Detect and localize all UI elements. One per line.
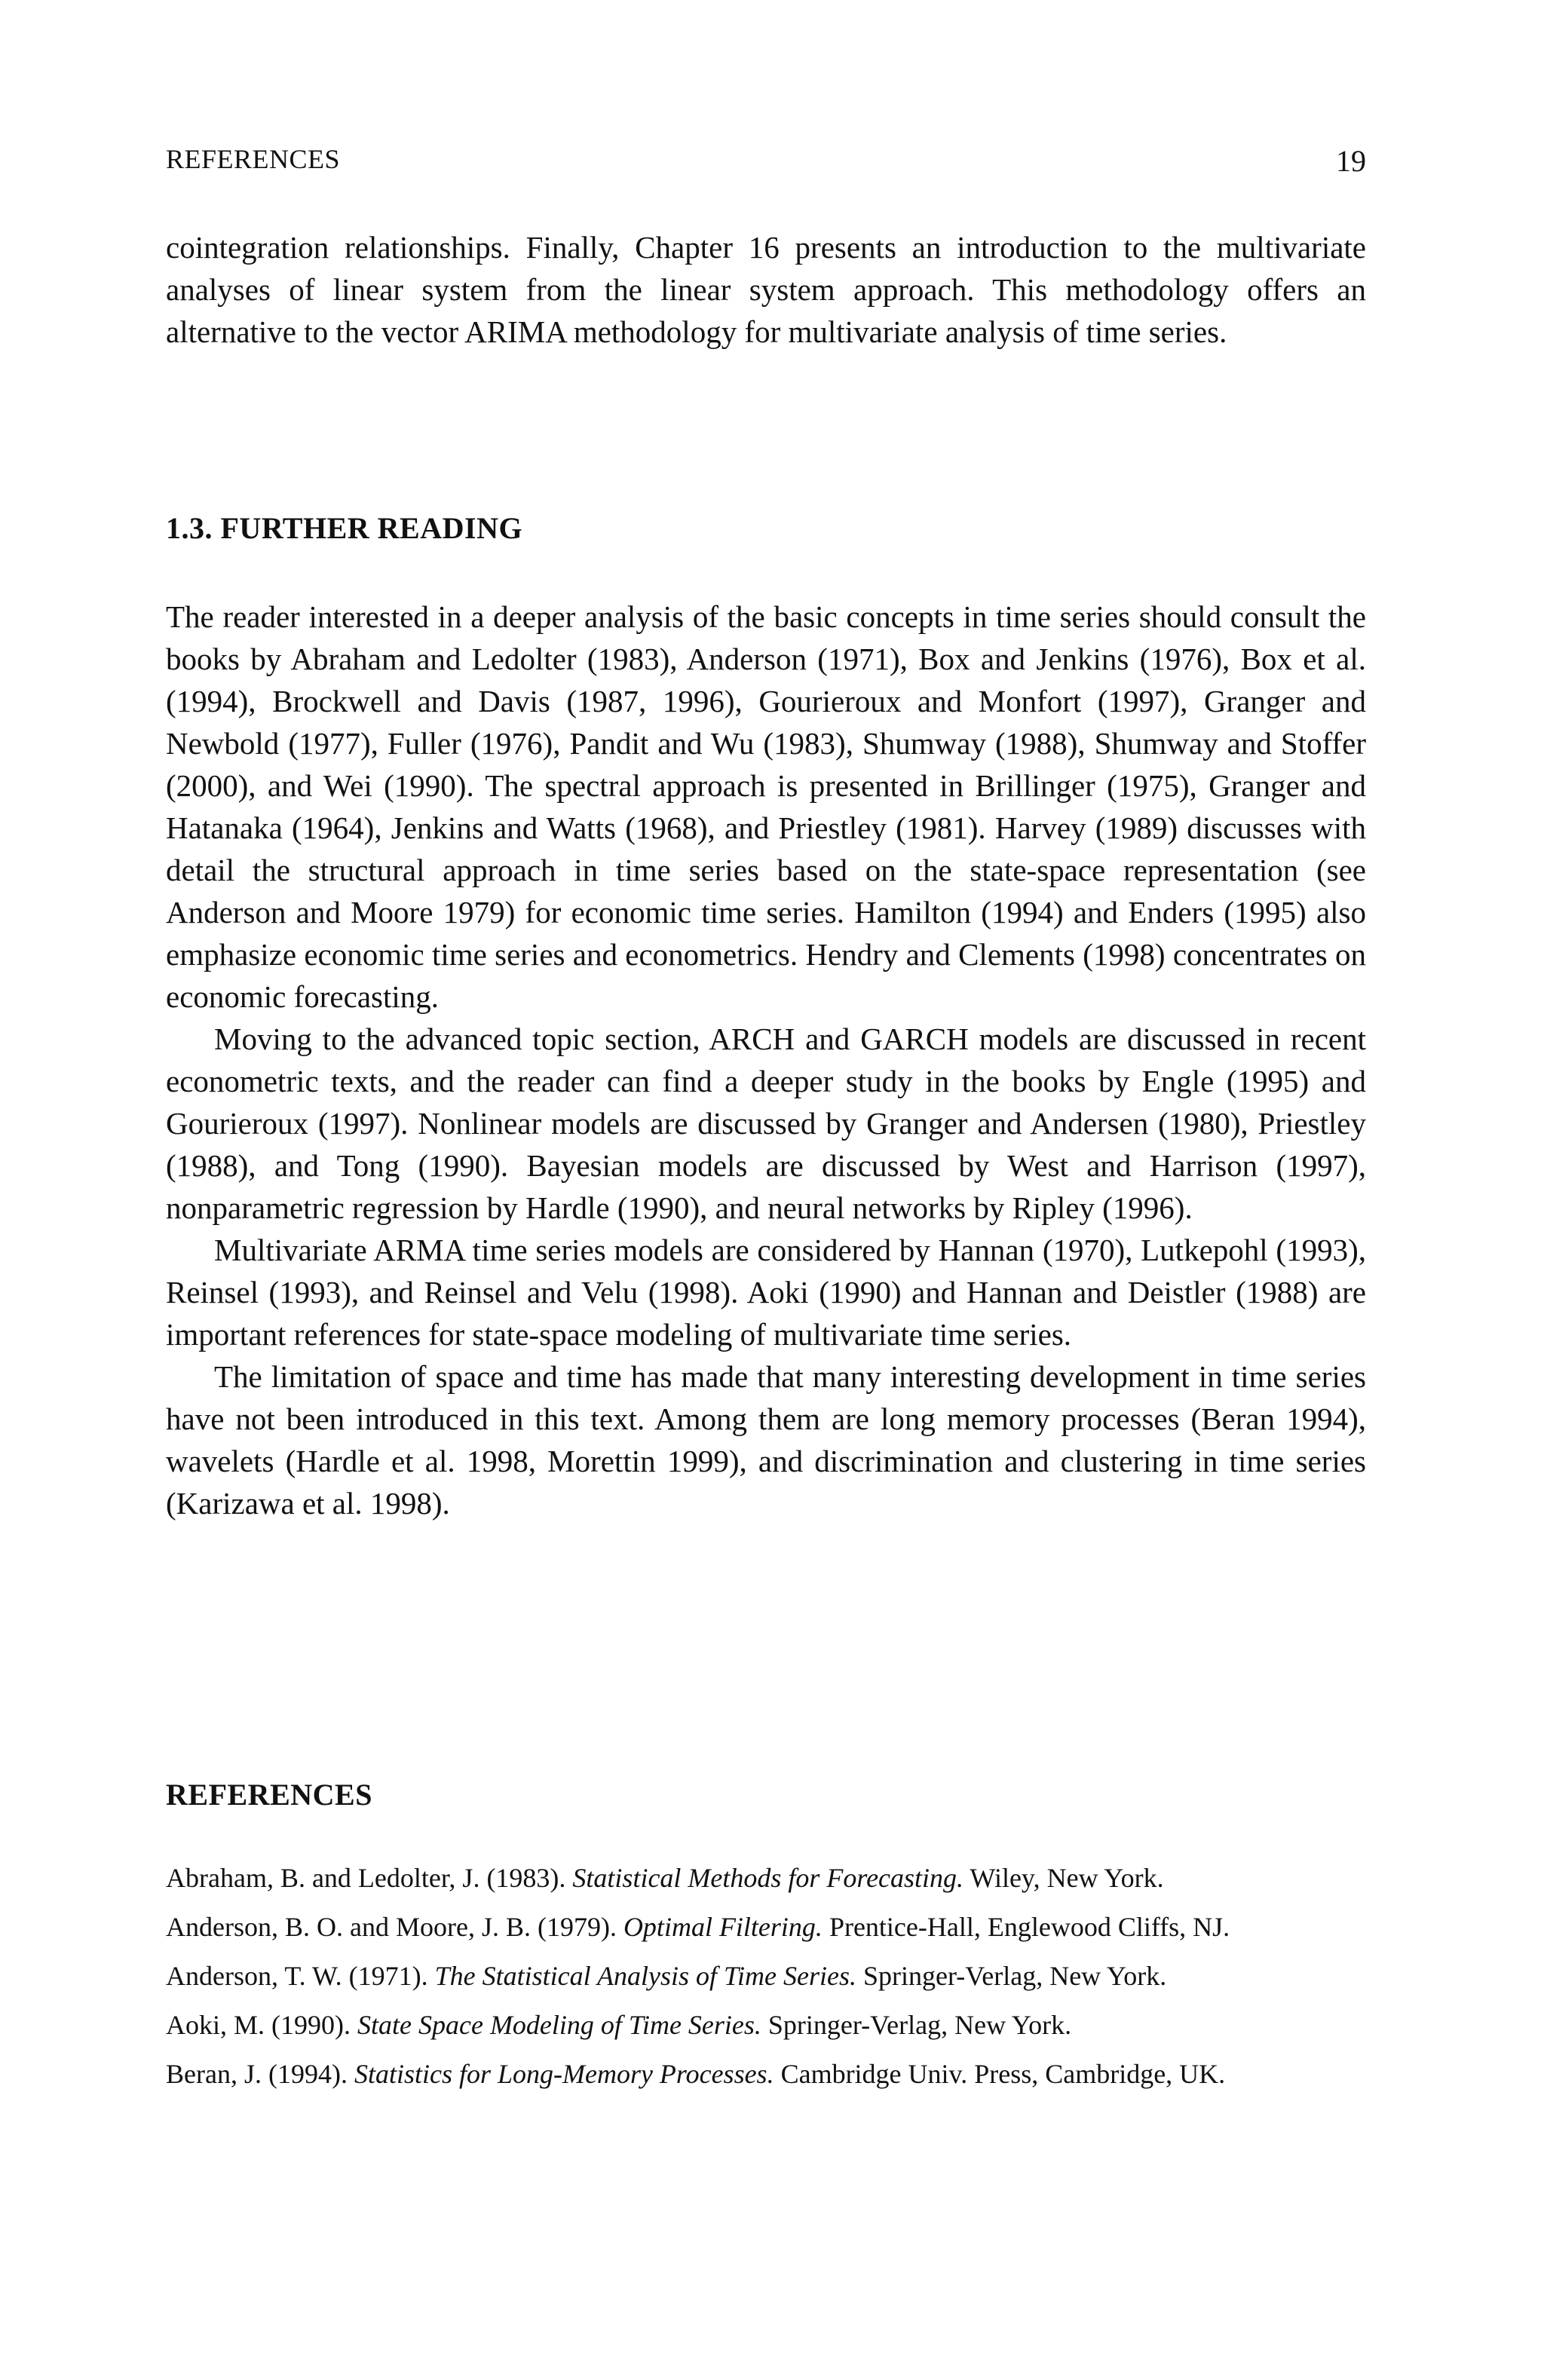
reference-publisher: Springer-Verlag, New York. (863, 1961, 1167, 1991)
reference-publisher: Springer-Verlag, New York. (767, 2010, 1072, 2040)
reference-authors: Aoki, M. (1990). (166, 2010, 351, 2040)
reference-title: The Statistical Analysis of Time Series. (434, 1961, 856, 1991)
running-head (166, 143, 1366, 181)
paragraph: The reader interested in a deeper analysis of the basic concepts in time series should consult the books by Abraham and Ledolter (1983), Anderson (1971), Box and Jenkins (1976), Box et al. (1994), Brockwell and Davis (1987, 1996), Gourieroux and Monfort (1997), Granger and Newbold (1977), Fuller (1976), Pandit and Wu (1983), Shumway (1988), Shumway and Stoffer (2000), and Wei (1990). The spectral approach is presented in Brillinger (1975), Granger and Hatanaka (1964), Jenkins and Watts (1968), and Priestley (1981). Harvey (1989) discusses with detail the structural approach in time series based on the state-space representation (see Anderson and Moore 1979) for economic time series. Hamilton (1994) and Enders (1995) also emphasize economic time series and econometrics. Hendry and Clements (1998) concentrates on economic forecasting. (166, 599, 1366, 1014)
paragraph: Multivariate ARMA time series models are considered by Hannan (1970), Lutkepohl (1993), Reinsel (1993), and Reinsel and Velu (1998). Aoki (1990) and Hannan and Deistler (1988) are important references for state-space modeling of multivariate time series. (166, 1233, 1366, 1352)
reference-authors: Anderson, T. W. (1971). (166, 1961, 428, 1991)
running-title: REFERENCES (166, 144, 341, 174)
continued-paragraph (166, 226, 1366, 353)
reference-publisher: Cambridge Univ. Press, Cambridge, UK. (780, 2059, 1226, 2089)
reference-entry (166, 1859, 1366, 1898)
reference-publisher: Wiley, New York. (970, 1863, 1164, 1893)
reference-title: Optimal Filtering. (623, 1912, 823, 1942)
section-heading: 1.3. FURTHER READING (166, 511, 523, 545)
reference-list (166, 1859, 1366, 2104)
paragraph: cointegration relationships. Finally, Chapter 16 presents an introduction to the multivariate analyses of linear system from the linear system approach. This methodology offers an alternative to the vector ARIMA methodology for multivariate analysis of time series. (166, 230, 1366, 349)
reference-entry (166, 2055, 1366, 2094)
references-heading: REFERENCES (166, 1778, 372, 1812)
further-reading-text (166, 596, 1366, 1524)
reference-publisher: Prentice-Hall, Englewood Cliffs, NJ. (829, 1912, 1230, 1942)
page-number: 19 (1336, 144, 1366, 178)
paragraph: The limitation of space and time has made that many interesting development in time series have not been introduced in this text. Among them are long memory processes (Beran 1994), wavelets (Hardle et al. 1998, Morettin 1999), and discrimination and clustering in time series (Karizawa et al. 1998). (166, 1359, 1366, 1521)
reference-entry (166, 1908, 1366, 1947)
reference-title: State Space Modeling of Time Series. (357, 2010, 761, 2040)
reference-authors: Beran, J. (1994). (166, 2059, 348, 2089)
reference-title: Statistical Methods for Forecasting. (572, 1863, 964, 1893)
reference-title: Statistics for Long-Memory Processes. (354, 2059, 774, 2089)
reference-entry (166, 1957, 1366, 1996)
reference-authors: Anderson, B. O. and Moore, J. B. (1979). (166, 1912, 617, 1942)
paragraph: Moving to the advanced topic section, ARCH and GARCH models are discussed in recent econometric texts, and the reader can find a deeper study in the books by Engle (1995) and Gourieroux (1997). Nonlinear models are discussed by Granger and Andersen (1980), Priestley (1988), and Tong (1990). Bayesian models are discussed by West and Harrison (1997), nonparametric regression by Hardle (1990), and neural networks by Ripley (1996). (166, 1022, 1366, 1225)
reference-entry (166, 2006, 1366, 2045)
reference-authors: Abraham, B. and Ledolter, J. (1983). (166, 1863, 566, 1893)
